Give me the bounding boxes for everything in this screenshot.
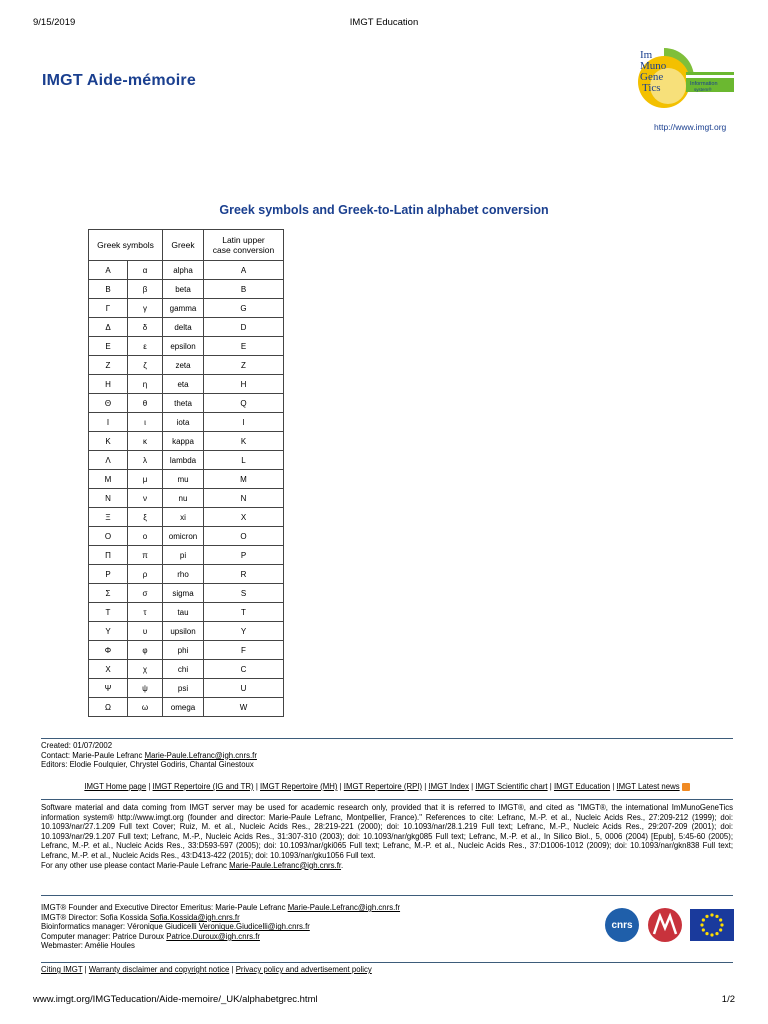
eu-star-icon [719,928,722,931]
latin-cell: W [204,698,284,717]
eu-star-icon [720,923,723,926]
latin-cell: T [204,603,284,622]
greek-upper-cell: Ρ [89,565,128,584]
latin-cell: C [204,660,284,679]
page-number: 1/2 [721,994,735,1005]
greek-lower-cell: λ [128,451,163,470]
latin-cell: D [204,318,284,337]
table-row [89,660,284,679]
site-url-link[interactable]: http://www.imgt.org [654,122,727,132]
eu-star-icon [702,928,705,931]
logo-line4: Tics [642,82,661,94]
eu-star-icon [715,932,718,935]
greek-lower-cell: φ [128,641,163,660]
footer-link[interactable]: Privacy policy and advertisement policy [235,965,372,974]
greek-upper-cell: Γ [89,299,128,318]
table-row [89,413,284,432]
greek-lower-cell: ο [128,527,163,546]
nav-link[interactable]: IMGT Latest news [616,782,680,791]
greek-lower-cell: γ [128,299,163,318]
greek-upper-cell: Α [89,261,128,280]
greek-name-cell: epsilon [163,337,204,356]
greek-name-cell: omega [163,698,204,717]
greek-lower-cell: ψ [128,679,163,698]
greek-name-cell: zeta [163,356,204,375]
staff-label: Bioinformatics manager: Véronique Giudicelli [41,922,197,932]
table-row [89,584,284,603]
divider [41,895,733,896]
greek-lower-cell: υ [128,622,163,641]
greek-upper-cell: Ζ [89,356,128,375]
nav-link[interactable]: IMGT Repertoire (IG and TR) [152,782,254,791]
greek-name-cell: kappa [163,432,204,451]
greek-lower-cell: ω [128,698,163,717]
header-greek-symbols: Greek symbols [89,230,163,261]
eu-star-icon [710,933,713,936]
greek-name-cell: rho [163,565,204,584]
other-use-email-link[interactable]: Marie-Paule.Lefranc@igh.cnrs.fr [229,860,342,870]
table-row [89,603,284,622]
table-row [89,546,284,565]
divider [41,738,733,739]
separator: | [253,782,261,791]
latin-cell: N [204,489,284,508]
logo-line1: Im [640,49,653,61]
latin-cell: G [204,299,284,318]
latin-cell: B [204,280,284,299]
greek-name-cell: pi [163,546,204,565]
contact-label: Contact: Marie-Paule Lefranc [41,750,143,760]
latin-cell: I [204,413,284,432]
greek-upper-cell: Κ [89,432,128,451]
logo-tag1: Information [690,81,718,87]
greek-lower-cell: ι [128,413,163,432]
greek-name-cell: chi [163,660,204,679]
table-row [89,470,284,489]
table-row [89,261,284,280]
greek-upper-cell: Θ [89,394,128,413]
greek-upper-cell: Ω [89,698,128,717]
table-row [89,489,284,508]
eu-star-icon [710,913,713,916]
latin-cell: F [204,641,284,660]
greek-name-cell: sigma [163,584,204,603]
greek-lower-cell: τ [128,603,163,622]
greek-lower-cell: π [128,546,163,565]
nav-link[interactable]: IMGT Repertoire (RPI) [343,782,423,791]
greek-upper-cell: Ψ [89,679,128,698]
latin-cell: Z [204,356,284,375]
table-row [89,318,284,337]
table-row [89,280,284,299]
usage-notice [41,803,733,870]
greek-upper-cell: Ε [89,337,128,356]
usage-notice-text: Software material and data coming from IMGT server may be used for academic research only, provided that it is referred to IMGT®, and cited as "IMGT®, the international ImMunoGeneTics information system® http://www.imgt.org (founder and director: Marie-Paule Lefranc, Montpellier, France)." References to cite: Lefranc, M.-P. et al., Nucleic Acids Res., 27:209-212 (1999); doi: 10.1093/nar/27.1.209 Full text Cover; Ruiz, M. et al., Nucleic Acids Res., 28:219-221 (2000); doi: 10.1093/nar/28.1.219 Full text; Lefranc, M.-P., Nucleic Acids Res., 29:207-209 (2001); doi: 10.1093/nar/29.1.207 Full text; Lefranc, M.-P., Nucleic Acids Res., 31:307-310 (2003); doi: 10.1093/nar/gkg085 Full text; Lefranc, M.-P. et al., In Silico Biol., 5, 0006 (2004) [Epub], 5:45-60 (2005); Lefranc, M.-P. et al., Nucleic Acids Res., 33:D593-597 (2005); doi: 10.1093/nar/gki065 Full text; Lefranc, M.-P. et al., Nucleic Acids Res., 37:D1006-1012 (2009); doi: 10.1093/nar/gkn838 Full text; Lefranc, M.-P. et al., Nucleic Acids Res., 43:D413-422 (2015); doi: 10.1093/nar/gku1056 Full text. [41,803,733,860]
eu-star-icon [705,915,708,918]
latin-cell: S [204,584,284,603]
separator: | [337,782,344,791]
greek-upper-cell: Η [89,375,128,394]
greek-upper-cell: Λ [89,451,128,470]
greek-name-cell: theta [163,394,204,413]
greek-upper-cell: Χ [89,660,128,679]
staff-email-link[interactable]: Veronique.Giudicelli@igh.cnrs.fr [198,922,310,932]
greek-upper-cell: Π [89,546,128,565]
table-row [89,356,284,375]
greek-upper-cell: Ν [89,489,128,508]
print-url: www.imgt.org/IMGTeducation/Aide-memoire/_UK/alphabetgrec.html [33,994,318,1005]
eu-star-icon [700,923,703,926]
greek-lower-cell: ζ [128,356,163,375]
nav-link[interactable]: IMGT Index [428,782,470,791]
latin-cell: U [204,679,284,698]
greek-lower-cell: θ [128,394,163,413]
latin-cell: K [204,432,284,451]
separator: | [610,782,617,791]
print-footer [33,994,735,1005]
partner-logos-graphic [602,906,736,944]
divider [41,799,733,800]
nav-link[interactable]: IMGT Education [553,782,611,791]
table-row [89,508,284,527]
other-use-line: For any other use please contact Marie-Paule Lefranc Marie-Paule.Lefranc@igh.cnrs.fr. [41,860,344,870]
separator: | [547,782,554,791]
greek-lower-cell: χ [128,660,163,679]
greek-lower-cell: ν [128,489,163,508]
table-row [89,622,284,641]
staff-label: Computer manager: Patrice Duroux [41,931,165,941]
table-row [89,565,284,584]
contact-email-link[interactable]: Marie-Paule.Lefranc@igh.cnrs.fr [144,750,257,760]
created-date: Created: 01/07/2002 [41,741,113,750]
footer-link[interactable]: Citing IMGT [41,965,83,974]
separator: | [146,782,153,791]
latin-cell: M [204,470,284,489]
logo-line2: Muno [640,60,667,72]
latin-cell: O [204,527,284,546]
latin-cell: Q [204,394,284,413]
greek-upper-cell: Φ [89,641,128,660]
greek-lower-cell: δ [128,318,163,337]
greek-upper-cell: Ο [89,527,128,546]
greek-lower-cell: μ [128,470,163,489]
nav-link[interactable]: IMGT Repertoire (MH) [260,782,338,791]
table-row [89,375,284,394]
greek-name-cell: nu [163,489,204,508]
bottom-links [41,965,733,975]
header-latin [204,230,284,261]
editors-line: Editors: Elodie Foulquier, Chrystel Godiris, Chantal Ginestoux [41,760,254,770]
latin-cell: L [204,451,284,470]
imgt-logo[interactable] [636,42,736,114]
greek-name-cell: tau [163,603,204,622]
greek-name-cell: omicron [163,527,204,546]
print-header [33,17,735,31]
greek-name-cell: iota [163,413,204,432]
greek-name-cell: delta [163,318,204,337]
greek-alphabet-table [88,229,284,717]
table-row [89,679,284,698]
greek-name-cell: lambda [163,451,204,470]
eu-star-icon [715,915,718,918]
page-meta [41,741,733,770]
eu-star-icon [702,918,705,921]
greek-lower-cell: α [128,261,163,280]
latin-cell: Y [204,622,284,641]
header-greek: Greek [163,230,204,261]
separator: | [82,965,89,974]
eu-star-icon [705,932,708,935]
partner-logos [602,906,736,944]
latin-cell: P [204,546,284,565]
imgt-logo-graphic [636,42,736,114]
print-date: 9/15/2019 [33,17,76,28]
greek-name-cell: alpha [163,261,204,280]
latin-cell: R [204,565,284,584]
latin-cell: X [204,508,284,527]
separator: | [229,965,236,974]
staff-label: Webmaster: Amélie Houles [41,941,135,951]
section-title: Greek symbols and Greek-to-Latin alphabet conversion [219,203,549,217]
staff-label: IMGT® Founder and Executive Director Emeritus: Marie-Paule Lefranc [41,903,286,912]
greek-lower-cell: β [128,280,163,299]
greek-lower-cell: σ [128,584,163,603]
staff-label: IMGT® Director: Sofia Kossida [41,912,148,922]
table-row [89,527,284,546]
greek-lower-cell: η [128,375,163,394]
greek-lower-cell: ξ [128,508,163,527]
table-row [89,641,284,660]
logo-tag2: system® [694,87,712,92]
greek-upper-cell: Τ [89,603,128,622]
table-row [89,698,284,717]
greek-name-cell: upsilon [163,622,204,641]
greek-upper-cell: Ι [89,413,128,432]
greek-upper-cell: Σ [89,584,128,603]
greek-name-cell: xi [163,508,204,527]
logo-line3: Gene [640,71,664,83]
staff-email-link[interactable]: Marie-Paule.Lefranc@igh.cnrs.fr [287,903,401,912]
table-row [89,337,284,356]
table-row [89,299,284,318]
greek-lower-cell: ρ [128,565,163,584]
header-latin-line1: Latin upper [222,235,265,245]
greek-name-cell: beta [163,280,204,299]
latin-cell: E [204,337,284,356]
greek-upper-cell: Δ [89,318,128,337]
nav-links [41,782,733,791]
eu-star-icon [719,918,722,921]
page-title: IMGT Aide-mémoire [42,72,196,89]
cnrs-logo-text: cnrs [611,920,633,931]
contact-line [41,751,733,761]
table-row [89,451,284,470]
greek-name-cell: mu [163,470,204,489]
separator: | [422,782,429,791]
greek-lower-cell: κ [128,432,163,451]
greek-name-cell: gamma [163,299,204,318]
greek-upper-cell: Ξ [89,508,128,527]
latin-cell: H [204,375,284,394]
greek-upper-cell: Υ [89,622,128,641]
other-use-label: For any other use please contact Marie-Paule Lefranc [41,860,227,870]
print-title: IMGT Education [349,17,419,28]
greek-upper-cell: Β [89,280,128,299]
header-latin-line2: case conversion [212,245,275,255]
nav-link[interactable]: IMGT Scientific chart [475,782,548,791]
greek-name-cell: phi [163,641,204,660]
rss-icon[interactable] [682,783,690,791]
greek-lower-cell: ε [128,337,163,356]
table-row [89,432,284,451]
divider [41,962,733,963]
staff-email-link[interactable]: Patrice.Duroux@igh.cnrs.fr [166,931,260,941]
greek-upper-cell: Μ [89,470,128,489]
staff-email-link[interactable]: Sofia.Kossida@igh.cnrs.fr [149,912,240,922]
footer-link[interactable]: Warranty disclaimer and copyright notice [88,965,230,974]
table-row [89,394,284,413]
separator: | [469,782,476,791]
greek-name-cell: psi [163,679,204,698]
nav-link[interactable]: IMGT Home page [84,782,147,791]
greek-name-cell: eta [163,375,204,394]
latin-cell: A [204,261,284,280]
